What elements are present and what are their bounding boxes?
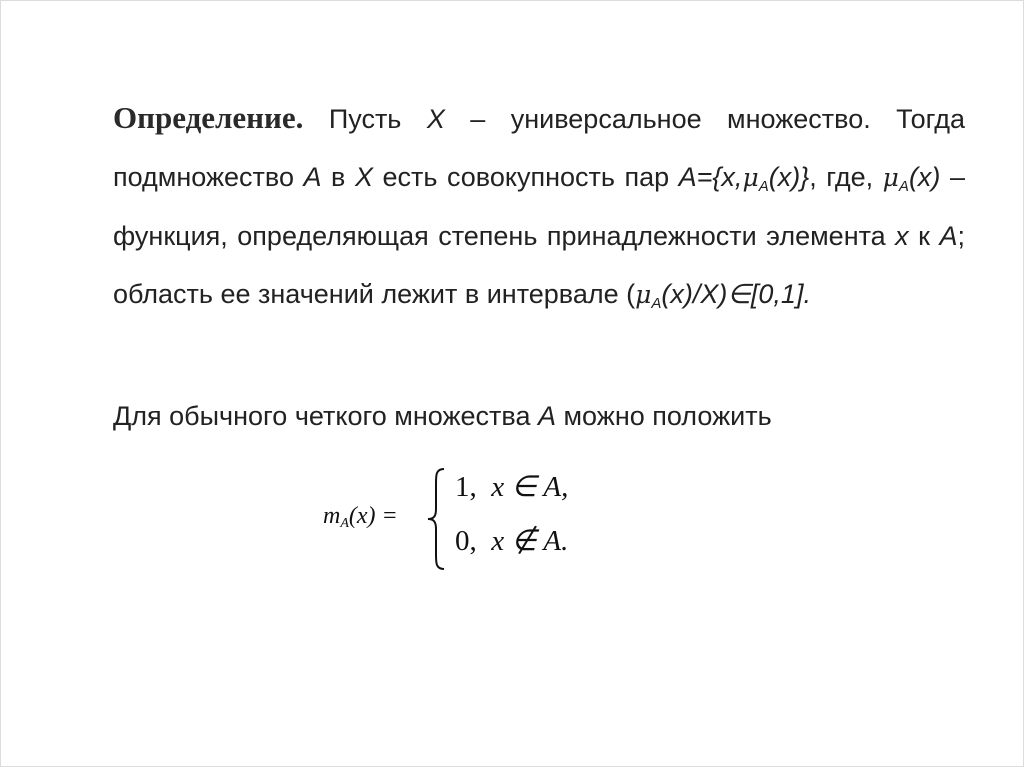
definition-term: Определение. [113, 100, 304, 135]
left-brace [425, 467, 447, 571]
subscript: A [340, 516, 349, 531]
math-text: (x) [908, 162, 941, 192]
pair-expression [678, 162, 810, 195]
math-text: (x)} [768, 162, 810, 192]
mu-symbol: μ [742, 163, 759, 192]
text-span: ; область ее значений лежит в интервале ( [113, 221, 965, 309]
range-expression [635, 279, 811, 312]
text-span: Для обычного четкого множества [113, 401, 538, 431]
definition-paragraph [113, 89, 965, 324]
text-span: , где, [809, 162, 883, 192]
text-span: – функция, определяющая степень принадлежности элемента [113, 162, 965, 251]
membership-function [882, 162, 941, 195]
math-var: X [354, 162, 373, 192]
math-text: A={x, [678, 162, 743, 192]
subscript: A [758, 178, 769, 195]
math-var: X [426, 104, 445, 134]
text-span: к [908, 221, 940, 251]
subscript: A [898, 178, 909, 195]
math-var: A [537, 401, 556, 431]
math-text: (x)/X) [661, 279, 728, 309]
characteristic-function-formula [323, 465, 569, 575]
text-span: – универсальное множество. Тогда подмножество [113, 104, 965, 192]
text-span: Пусть [303, 104, 427, 134]
formula-lhs [323, 503, 398, 530]
crisp-set-paragraph [113, 387, 965, 445]
mu-symbol: μ [882, 163, 899, 192]
subscript: A [651, 295, 662, 312]
text-span: в [321, 162, 355, 192]
formula-case-1 [455, 469, 568, 504]
text-span: можно положить [555, 401, 772, 431]
math-var: A [939, 221, 958, 251]
math-text: m [323, 503, 341, 529]
mu-symbol: μ [635, 280, 652, 309]
element-of-symbol: ∈ [727, 279, 751, 309]
case-condition: x ∈ A, [491, 471, 569, 503]
formula-case-2 [455, 523, 568, 558]
case-value: 0, [455, 525, 477, 557]
case-value: 1, [455, 471, 477, 503]
text-span: есть совокупность пар [372, 162, 679, 192]
math-text: (x) = [348, 503, 398, 529]
math-var: A [303, 162, 322, 192]
case-condition: x ∉ A. [491, 525, 569, 557]
math-text: [0,1]. [750, 279, 811, 309]
math-var: x [895, 221, 909, 251]
